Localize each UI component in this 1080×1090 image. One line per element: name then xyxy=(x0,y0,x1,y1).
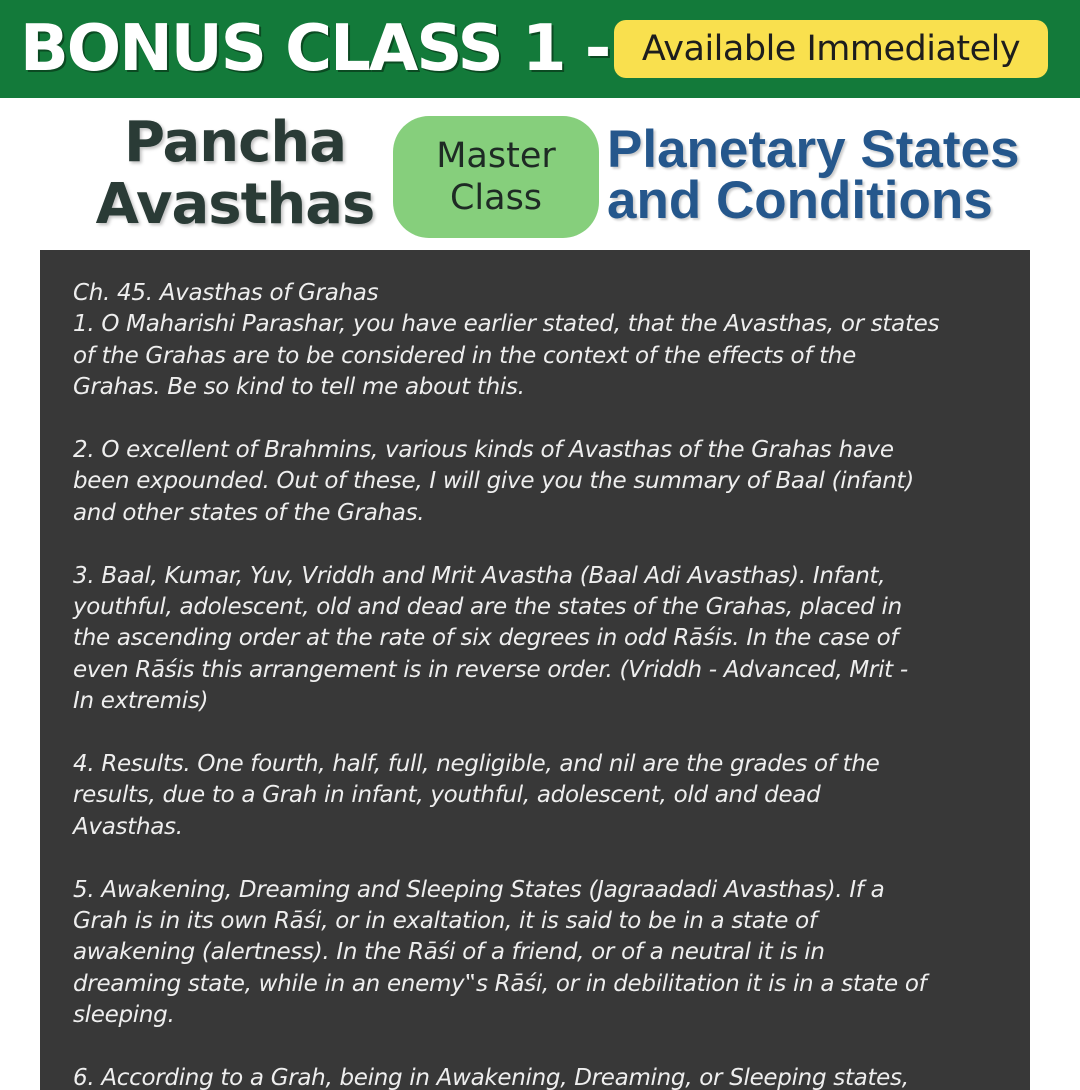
master-class-line-1: Master xyxy=(436,136,556,176)
verse-5: 5. Awakening, Dreaming and Sleeping States (Jagraadadi Avasthas). If a Grah is in its own Rāśi, or in exaltation, it is said to be in a state of awakening (alertness). In the Rāśi of a friend, or of a neutral it is in dreaming state, while in an enemy‟s Rāśi, or in debilitation it is in a state of sleeping. xyxy=(73,876,927,1029)
planetary-states-title xyxy=(607,120,1077,230)
top-banner xyxy=(0,0,1080,98)
scripture-text xyxy=(73,278,1023,1090)
master-class-badge xyxy=(393,116,599,238)
verse-3: 3. Baal, Kumar, Yuv, Vriddh and Mrit Avastha (Baal Adi Avasthas). Infant, youthful, adolescent, old and dead are the states of the Grahas, placed in the ascending order at the rate of six degrees in odd Rāśis. In the case of even Rāśis this arrangement is in reverse order. (Vriddh - Advanced, Mrit - In extremis) xyxy=(73,562,908,715)
pancha-avasthas-title xyxy=(70,112,400,236)
master-class-line-2: Class xyxy=(449,178,543,218)
verse-2: 2. O excellent of Brahmins, various kinds of Avasthas of the Grahas have been expounded. Out of these, I will give you the summary of Baal (infant) and other states of the Grahas. xyxy=(73,437,914,526)
left-title-line-2: Avasthas xyxy=(95,172,375,237)
verse-6: 6. According to a Grah, being in Awakening, Dreaming, or Sleeping states, xyxy=(73,1065,909,1090)
right-title-line-1: Planetary States xyxy=(607,120,1020,179)
right-title-line-2: and Conditions xyxy=(607,171,993,230)
verse-4: 4. Results. One fourth, half, full, negligible, and nil are the grades of the results, due to a Grah in infant, youthful, adolescent, old and dead Avasthas. xyxy=(73,751,880,840)
verse-1: 1. O Maharishi Parashar, you have earlier stated, that the Avasthas, or states of the Grahas are to be considered in the context of the effects of the Grahas. Be so kind to tell me about this. xyxy=(73,311,940,401)
chapter-heading: Ch. 45. Avasthas of Grahas xyxy=(73,280,379,306)
availability-badge: Available Immediately xyxy=(614,20,1048,78)
banner-title: BONUS CLASS 1 - xyxy=(20,12,610,86)
left-title-line-1: Pancha xyxy=(123,110,347,175)
text-panel xyxy=(40,250,1030,1090)
